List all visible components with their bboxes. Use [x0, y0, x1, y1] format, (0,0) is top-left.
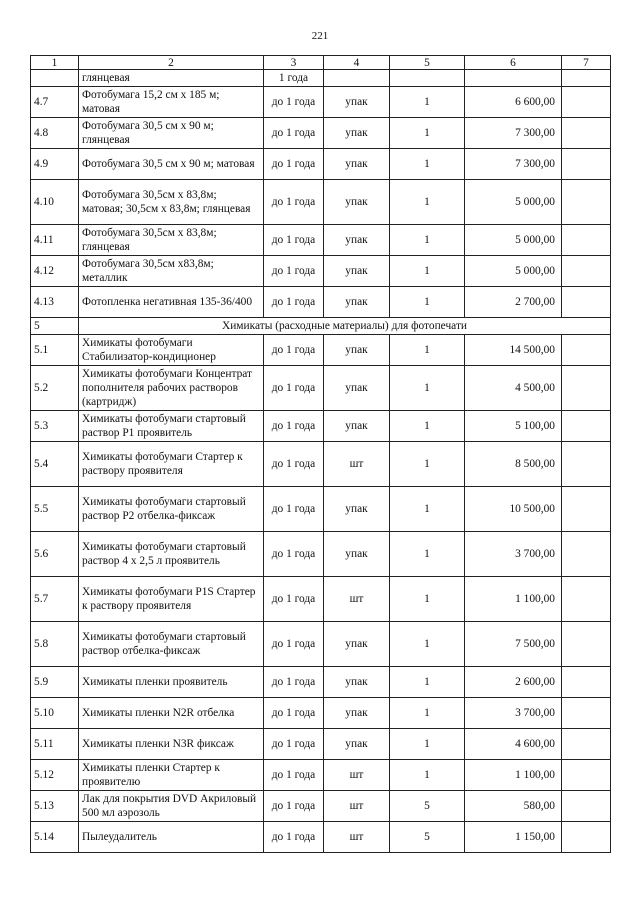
item-term: до 1 года: [264, 577, 324, 622]
item-price: 4 600,00: [465, 729, 562, 760]
item-unit: шт: [324, 760, 390, 791]
item-number: 4.10: [31, 180, 79, 225]
item-name: Фотобумага 30,5см х 83,8м; глянцевая: [79, 225, 264, 256]
item-number: 4.7: [31, 87, 79, 118]
item-name: Фотобумага 15,2 см х 185 м; матовая: [79, 87, 264, 118]
column-header-5: 5: [390, 56, 465, 70]
item-number: 5.10: [31, 698, 79, 729]
item-name: Химикаты пленки проявитель: [79, 667, 264, 698]
item-unit: упак: [324, 622, 390, 667]
table-row: [31, 149, 611, 180]
item-number: 5.8: [31, 622, 79, 667]
item-term: до 1 года: [264, 698, 324, 729]
item-quantity: 1: [390, 366, 465, 411]
section-row: [31, 318, 611, 335]
item-name: Химикаты фотобумаги Стабилизатор-кондиционер: [79, 335, 264, 366]
item-price: 1 100,00: [465, 577, 562, 622]
item-unit: упак: [324, 256, 390, 287]
item-term: до 1 года: [264, 822, 324, 853]
item-term: до 1 года: [264, 532, 324, 577]
column-header-4: 4: [324, 56, 390, 70]
item-unit: упак: [324, 118, 390, 149]
item-unit: упак: [324, 729, 390, 760]
item-number: 5.14: [31, 822, 79, 853]
item-column-7: [562, 622, 611, 667]
item-price: 5 000,00: [465, 256, 562, 287]
item-column-7: [562, 698, 611, 729]
item-number: 5.2: [31, 366, 79, 411]
table-row: [31, 622, 611, 667]
item-quantity: 1: [390, 577, 465, 622]
item-number: 5.1: [31, 335, 79, 366]
item-number: 5.4: [31, 442, 79, 487]
item-quantity: 1: [390, 622, 465, 667]
item-number: [31, 70, 79, 87]
item-quantity: 1: [390, 87, 465, 118]
item-term: до 1 года: [264, 335, 324, 366]
item-name: Химикаты пленки Стартер к проявителю: [79, 760, 264, 791]
item-number: 5.9: [31, 667, 79, 698]
table-row: [31, 532, 611, 577]
item-unit: упак: [324, 335, 390, 366]
item-unit: упак: [324, 366, 390, 411]
item-column-7: [562, 118, 611, 149]
table-row: [31, 256, 611, 287]
item-column-7: [562, 791, 611, 822]
item-name: Фотопленка негативная 135-36/400: [79, 287, 264, 318]
item-column-7: [562, 180, 611, 225]
table-row: [31, 70, 611, 87]
item-column-7: [562, 87, 611, 118]
item-name: Фотобумага 30,5см х 83,8м; матовая; 30,5см х 83,8м; глянцевая: [79, 180, 264, 225]
column-header-7: 7: [562, 56, 611, 70]
item-price: 14 500,00: [465, 335, 562, 366]
item-quantity: 5: [390, 791, 465, 822]
item-name: Химикаты фотобумаги стартовый раствор P2 отбелка-фиксаж: [79, 487, 264, 532]
item-number: 5.11: [31, 729, 79, 760]
item-column-7: [562, 287, 611, 318]
item-column-7: [562, 729, 611, 760]
item-name: Фотобумага 30,5см х83,8м; металлик: [79, 256, 264, 287]
item-price: 4 500,00: [465, 366, 562, 411]
item-quantity: 5: [390, 822, 465, 853]
item-quantity: 1: [390, 256, 465, 287]
table-row: [31, 87, 611, 118]
item-price: 580,00: [465, 791, 562, 822]
item-quantity: 1: [390, 487, 465, 532]
item-term: до 1 года: [264, 180, 324, 225]
item-term: до 1 года: [264, 411, 324, 442]
item-number: 5.5: [31, 487, 79, 532]
item-unit: [324, 70, 390, 87]
item-term: до 1 года: [264, 760, 324, 791]
specification-table: [30, 55, 611, 853]
item-column-7: [562, 225, 611, 256]
table-row: [31, 791, 611, 822]
item-column-7: [562, 532, 611, 577]
item-column-7: [562, 822, 611, 853]
item-number: 4.11: [31, 225, 79, 256]
item-quantity: 1: [390, 442, 465, 487]
item-name: Химикаты фотобумаги P1S Стартер к раствору проявителя: [79, 577, 264, 622]
item-term: до 1 года: [264, 87, 324, 118]
item-unit: упак: [324, 698, 390, 729]
item-quantity: 1: [390, 667, 465, 698]
item-price: 7 300,00: [465, 149, 562, 180]
item-unit: упак: [324, 532, 390, 577]
item-column-7: [562, 577, 611, 622]
item-name: Пылеудалитель: [79, 822, 264, 853]
table-body: [31, 70, 611, 853]
item-name: Фотобумага 30,5 см х 90 м; глянцевая: [79, 118, 264, 149]
item-price: 6 600,00: [465, 87, 562, 118]
item-unit: упак: [324, 487, 390, 532]
item-unit: шт: [324, 822, 390, 853]
section-title: Химикаты (расходные материалы) для фотопечати: [79, 318, 611, 335]
item-price: 5 000,00: [465, 180, 562, 225]
item-price: 3 700,00: [465, 532, 562, 577]
column-header-3: 3: [264, 56, 324, 70]
header-row: [31, 56, 611, 70]
item-unit: шт: [324, 442, 390, 487]
item-name: Химикаты фотобумаги стартовый раствор P1 проявитель: [79, 411, 264, 442]
table-row: [31, 760, 611, 791]
item-price: 5 000,00: [465, 225, 562, 256]
column-header-6: 6: [465, 56, 562, 70]
item-term: до 1 года: [264, 667, 324, 698]
item-term: 1 года: [264, 70, 324, 87]
table-row: [31, 577, 611, 622]
column-header-1: 1: [31, 56, 79, 70]
item-price: [465, 70, 562, 87]
item-price: 5 100,00: [465, 411, 562, 442]
table-row: [31, 225, 611, 256]
item-term: до 1 года: [264, 442, 324, 487]
item-column-7: [562, 256, 611, 287]
item-term: до 1 года: [264, 622, 324, 667]
item-column-7: [562, 760, 611, 791]
item-term: до 1 года: [264, 487, 324, 532]
column-header-2: 2: [79, 56, 264, 70]
item-quantity: 1: [390, 760, 465, 791]
item-quantity: 1: [390, 335, 465, 366]
item-quantity: 1: [390, 149, 465, 180]
item-column-7: [562, 442, 611, 487]
item-column-7: [562, 487, 611, 532]
item-unit: упак: [324, 411, 390, 442]
item-quantity: 1: [390, 411, 465, 442]
table-row: [31, 118, 611, 149]
item-price: 7 500,00: [465, 622, 562, 667]
item-number: 5.6: [31, 532, 79, 577]
item-name: Химикаты фотобумаги стартовый раствор отбелка-фиксаж: [79, 622, 264, 667]
item-price: 1 100,00: [465, 760, 562, 791]
item-name: глянцевая: [79, 70, 264, 87]
item-name: Химикаты фотобумаги Концентрат пополнителя рабочих растворов (картридж): [79, 366, 264, 411]
item-price: 2 700,00: [465, 287, 562, 318]
item-quantity: 1: [390, 225, 465, 256]
item-column-7: [562, 70, 611, 87]
item-number: 4.12: [31, 256, 79, 287]
item-unit: шт: [324, 791, 390, 822]
item-quantity: 1: [390, 180, 465, 225]
item-price: 7 300,00: [465, 118, 562, 149]
item-price: 3 700,00: [465, 698, 562, 729]
item-column-7: [562, 335, 611, 366]
item-price: 2 600,00: [465, 667, 562, 698]
table-row: [31, 180, 611, 225]
item-price: 8 500,00: [465, 442, 562, 487]
item-column-7: [562, 411, 611, 442]
table-row: [31, 487, 611, 532]
item-number: 5.7: [31, 577, 79, 622]
item-unit: шт: [324, 577, 390, 622]
item-number: 5.13: [31, 791, 79, 822]
item-quantity: 1: [390, 118, 465, 149]
item-term: до 1 года: [264, 225, 324, 256]
table-row: [31, 287, 611, 318]
item-column-7: [562, 667, 611, 698]
item-term: до 1 года: [264, 118, 324, 149]
table-row: [31, 411, 611, 442]
item-term: до 1 года: [264, 729, 324, 760]
item-name: Химикаты фотобумаги стартовый раствор 4 х 2,5 л проявитель: [79, 532, 264, 577]
item-name: Химикаты пленки N3R фиксаж: [79, 729, 264, 760]
item-term: до 1 года: [264, 149, 324, 180]
table-row: [31, 729, 611, 760]
item-column-7: [562, 149, 611, 180]
table-row: [31, 366, 611, 411]
item-number: 4.8: [31, 118, 79, 149]
item-unit: упак: [324, 180, 390, 225]
item-number: 4.9: [31, 149, 79, 180]
item-price: 10 500,00: [465, 487, 562, 532]
table-row: [31, 822, 611, 853]
table-row: [31, 442, 611, 487]
item-price: 1 150,00: [465, 822, 562, 853]
item-unit: упак: [324, 87, 390, 118]
item-quantity: [390, 70, 465, 87]
item-unit: упак: [324, 225, 390, 256]
item-unit: упак: [324, 667, 390, 698]
item-quantity: 1: [390, 729, 465, 760]
item-name: Фотобумага 30,5 см х 90 м; матовая: [79, 149, 264, 180]
item-term: до 1 года: [264, 366, 324, 411]
item-name: Химикаты пленки N2R отбелка: [79, 698, 264, 729]
item-unit: упак: [324, 287, 390, 318]
item-name: Химикаты фотобумаги Стартер к раствору проявителя: [79, 442, 264, 487]
table-row: [31, 698, 611, 729]
item-name: Лак для покрытия DVD Акриловый 500 мл аэрозоль: [79, 791, 264, 822]
item-quantity: 1: [390, 698, 465, 729]
item-number: 5.12: [31, 760, 79, 791]
item-number: 4.13: [31, 287, 79, 318]
item-unit: упак: [324, 149, 390, 180]
item-number: 5.3: [31, 411, 79, 442]
table-row: [31, 667, 611, 698]
table-row: [31, 335, 611, 366]
item-quantity: 1: [390, 287, 465, 318]
item-quantity: 1: [390, 532, 465, 577]
item-column-7: [562, 366, 611, 411]
item-term: до 1 года: [264, 287, 324, 318]
item-term: до 1 года: [264, 256, 324, 287]
section-number: 5: [31, 318, 79, 335]
page-number: 221: [311, 30, 329, 42]
item-term: до 1 года: [264, 791, 324, 822]
